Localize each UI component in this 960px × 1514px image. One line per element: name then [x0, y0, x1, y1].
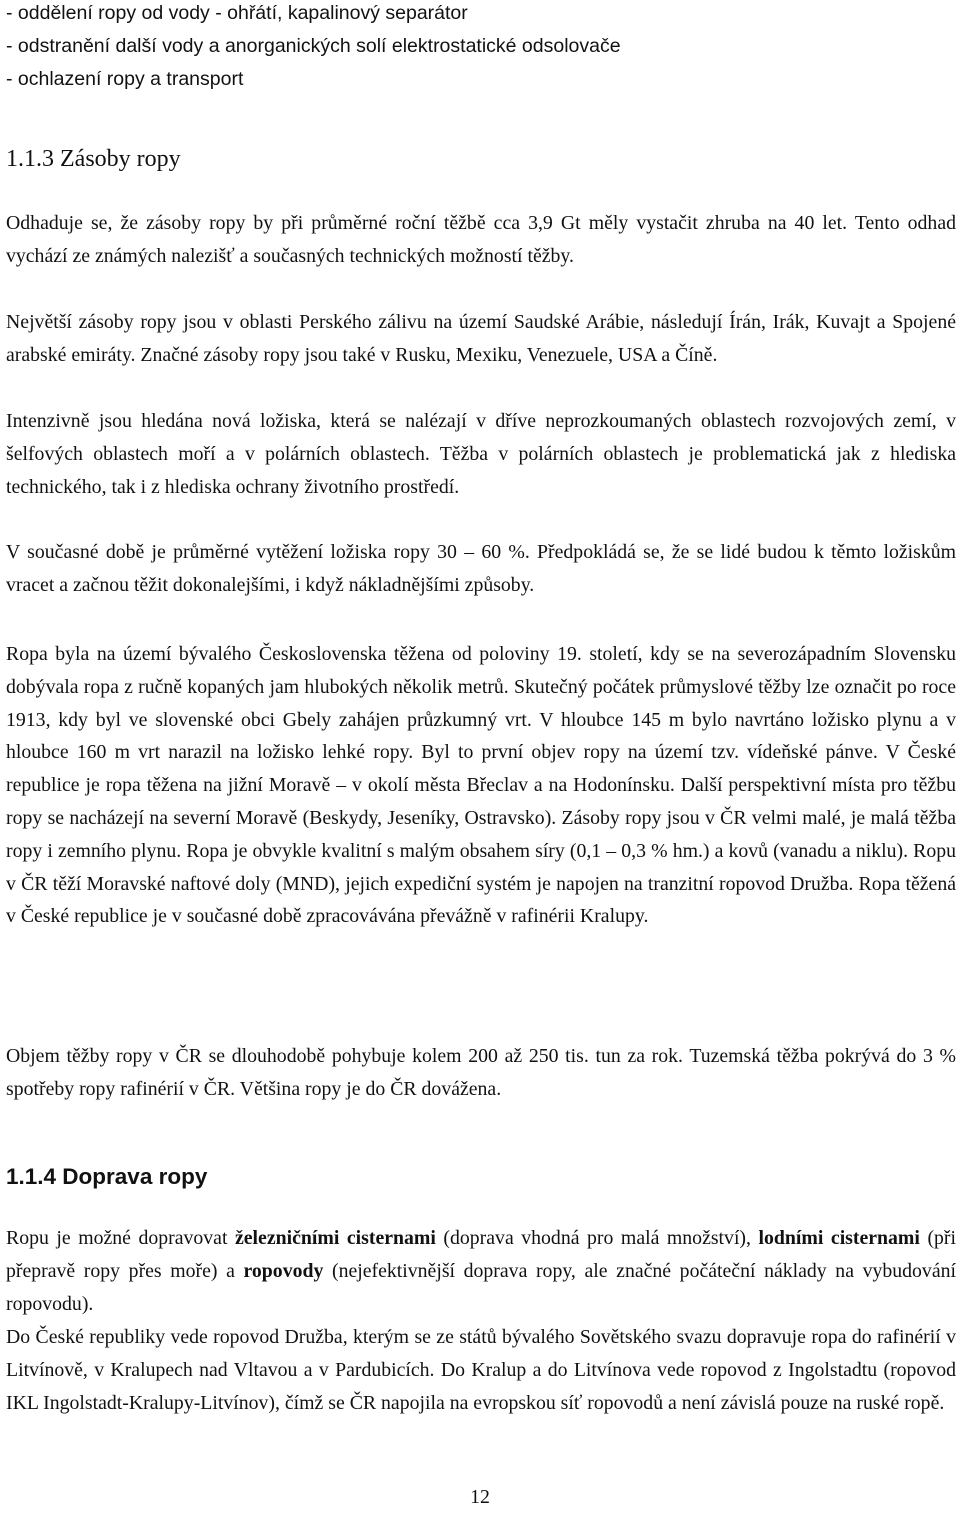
list-item: - ochlazení ropy a transport: [6, 67, 244, 90]
paragraph-reserves-estimate: Odhaduje se, že zásoby ropy by při průměrné roční těžbě cca 3,9 Gt měly vystačit zhruba na 40 let. Tento odhad vychází ze známých nalezišť a současných technických možností těžby.: [6, 212, 956, 267]
emphasis-rail-tankers: železničními cisternami: [235, 1227, 436, 1249]
text-run: (doprava vhodná pro malá množství),: [435, 1227, 759, 1249]
paragraph-czechoslovakia-history: Ropa byla na území bývalého Československa těžena od poloviny 19. století, kdy se na severozápadním Slovensku dobývala ropa z ručně kopaných jam hlubokých několik metrů. Skutečný počátek průmyslové těžby lze označit po roce 1913, kdy byl ve slovenské obci Gbely zahájen průzkumný vrt. V hloubce 145 m bylo navrtáno ložisko plynu a v hloubce 160 m vrt narazil na ložisko lehké ropy. Byl to první objev ropy na území tzv. vídeňské pánve. V České republice je ropa těžena na jižní Moravě – v okolí města Břeclav a na Hodonínsku. Další perspektivní místa pro těžbu ropy se nacházejí na severní Moravě (Beskydy, Jeseníky, Ostravsko). Zásoby ropy jsou v ČR velmi malé, je malá těžba ropy i zemního plynu. Ropa je obvykle kvalitní s malým obsahem síry (0,1 – 0,3 % hm.) a kovů (vanadu a niklu). Ropu v ČR těží Moravské naftové doly (MND), jejich expediční systém je napojen na tranzitní ropovod Družba. Ropa těžená v České republice je v současné době zpracovávána převážně v rafinérii Kralupy.: [6, 643, 956, 928]
paragraph-druzhba-pipeline: Do České republiky vede ropovod Družba, kterým se ze států bývalého Sovětského svazu dopravuje ropa do rafinérií v Litvínově, v Kralupech nad Vltavou a v Pardubicích. Do Kralup a do Litvínova vede ropovod z Ingolstadtu (ropovod IKL Ingolstadt-Kralupy-Litvínov), čímž se ČR napojila na evropskou síť ropovodů a není závislá pouze na ruské ropě.: [6, 1326, 956, 1414]
text-run: (při přepravě ropy přes moře) a: [6, 1227, 957, 1282]
paragraph-production-volume: Objem těžby ropy v ČR se dlouhodobě pohybuje kolem 200 až 250 tis. tun za rok. Tuzemská těžba pokrývá do 3 % spotřeby ropy rafinérií v ČR. Většina ropy je do ČR dovážena.: [6, 1045, 956, 1100]
paragraph-new-deposits: Intenzivně jsou hledána nová ložiska, která se nalézají v dříve neprozkoumaných oblastech rozvojových zemí, v šelfových oblastech moří a v polárních oblastech. Těžba v polárních oblastech je problematická jak z hlediska technického, tak i z hlediska ochrany životního prostředí.: [6, 410, 956, 498]
section-heading-1-1-3: 1.1.3 Zásoby ropy: [6, 146, 181, 172]
emphasis-pipelines: ropovody: [243, 1259, 324, 1282]
paragraph-largest-reserves: Největší zásoby ropy jsou v oblasti Perského zálivu na území Saudské Arábie, následují Írán, Irák, Kuvajt a Spojené arabské emiráty. Značné zásoby ropy jsou také v Rusku, Mexiku, Venezuele, USA a Číně.: [6, 311, 956, 366]
emphasis-ship-tankers: lodními cisternami: [758, 1227, 920, 1249]
paragraph-transport-modes: [6, 1222, 956, 1320]
list-item: - oddělení ropy od vody - ohřátí, kapalinový separátor: [6, 2, 468, 24]
page-number: 12: [470, 1486, 490, 1508]
text-run: Ropu je možné dopravovat: [6, 1227, 235, 1249]
process-list: [6, 0, 956, 95]
text-run: (nejefektivnější doprava ropy, ale značné počáteční náklady na vybudování ropovodu).: [6, 1259, 956, 1315]
section-heading-1-1-4: 1.1.4 Doprava ropy: [6, 1164, 208, 1189]
paragraph-extraction-rate: V současné době je průměrné vytěžení ložiska ropy 30 – 60 %. Předpokládá se, že se lidé budou k těmto ložiskům vracet a začnou těžit dokonalejšími, i když nákladnějšími způsoby.: [6, 541, 956, 596]
list-item: - odstranění další vody a anorganických solí elektrostatické odsolovače: [6, 34, 621, 57]
